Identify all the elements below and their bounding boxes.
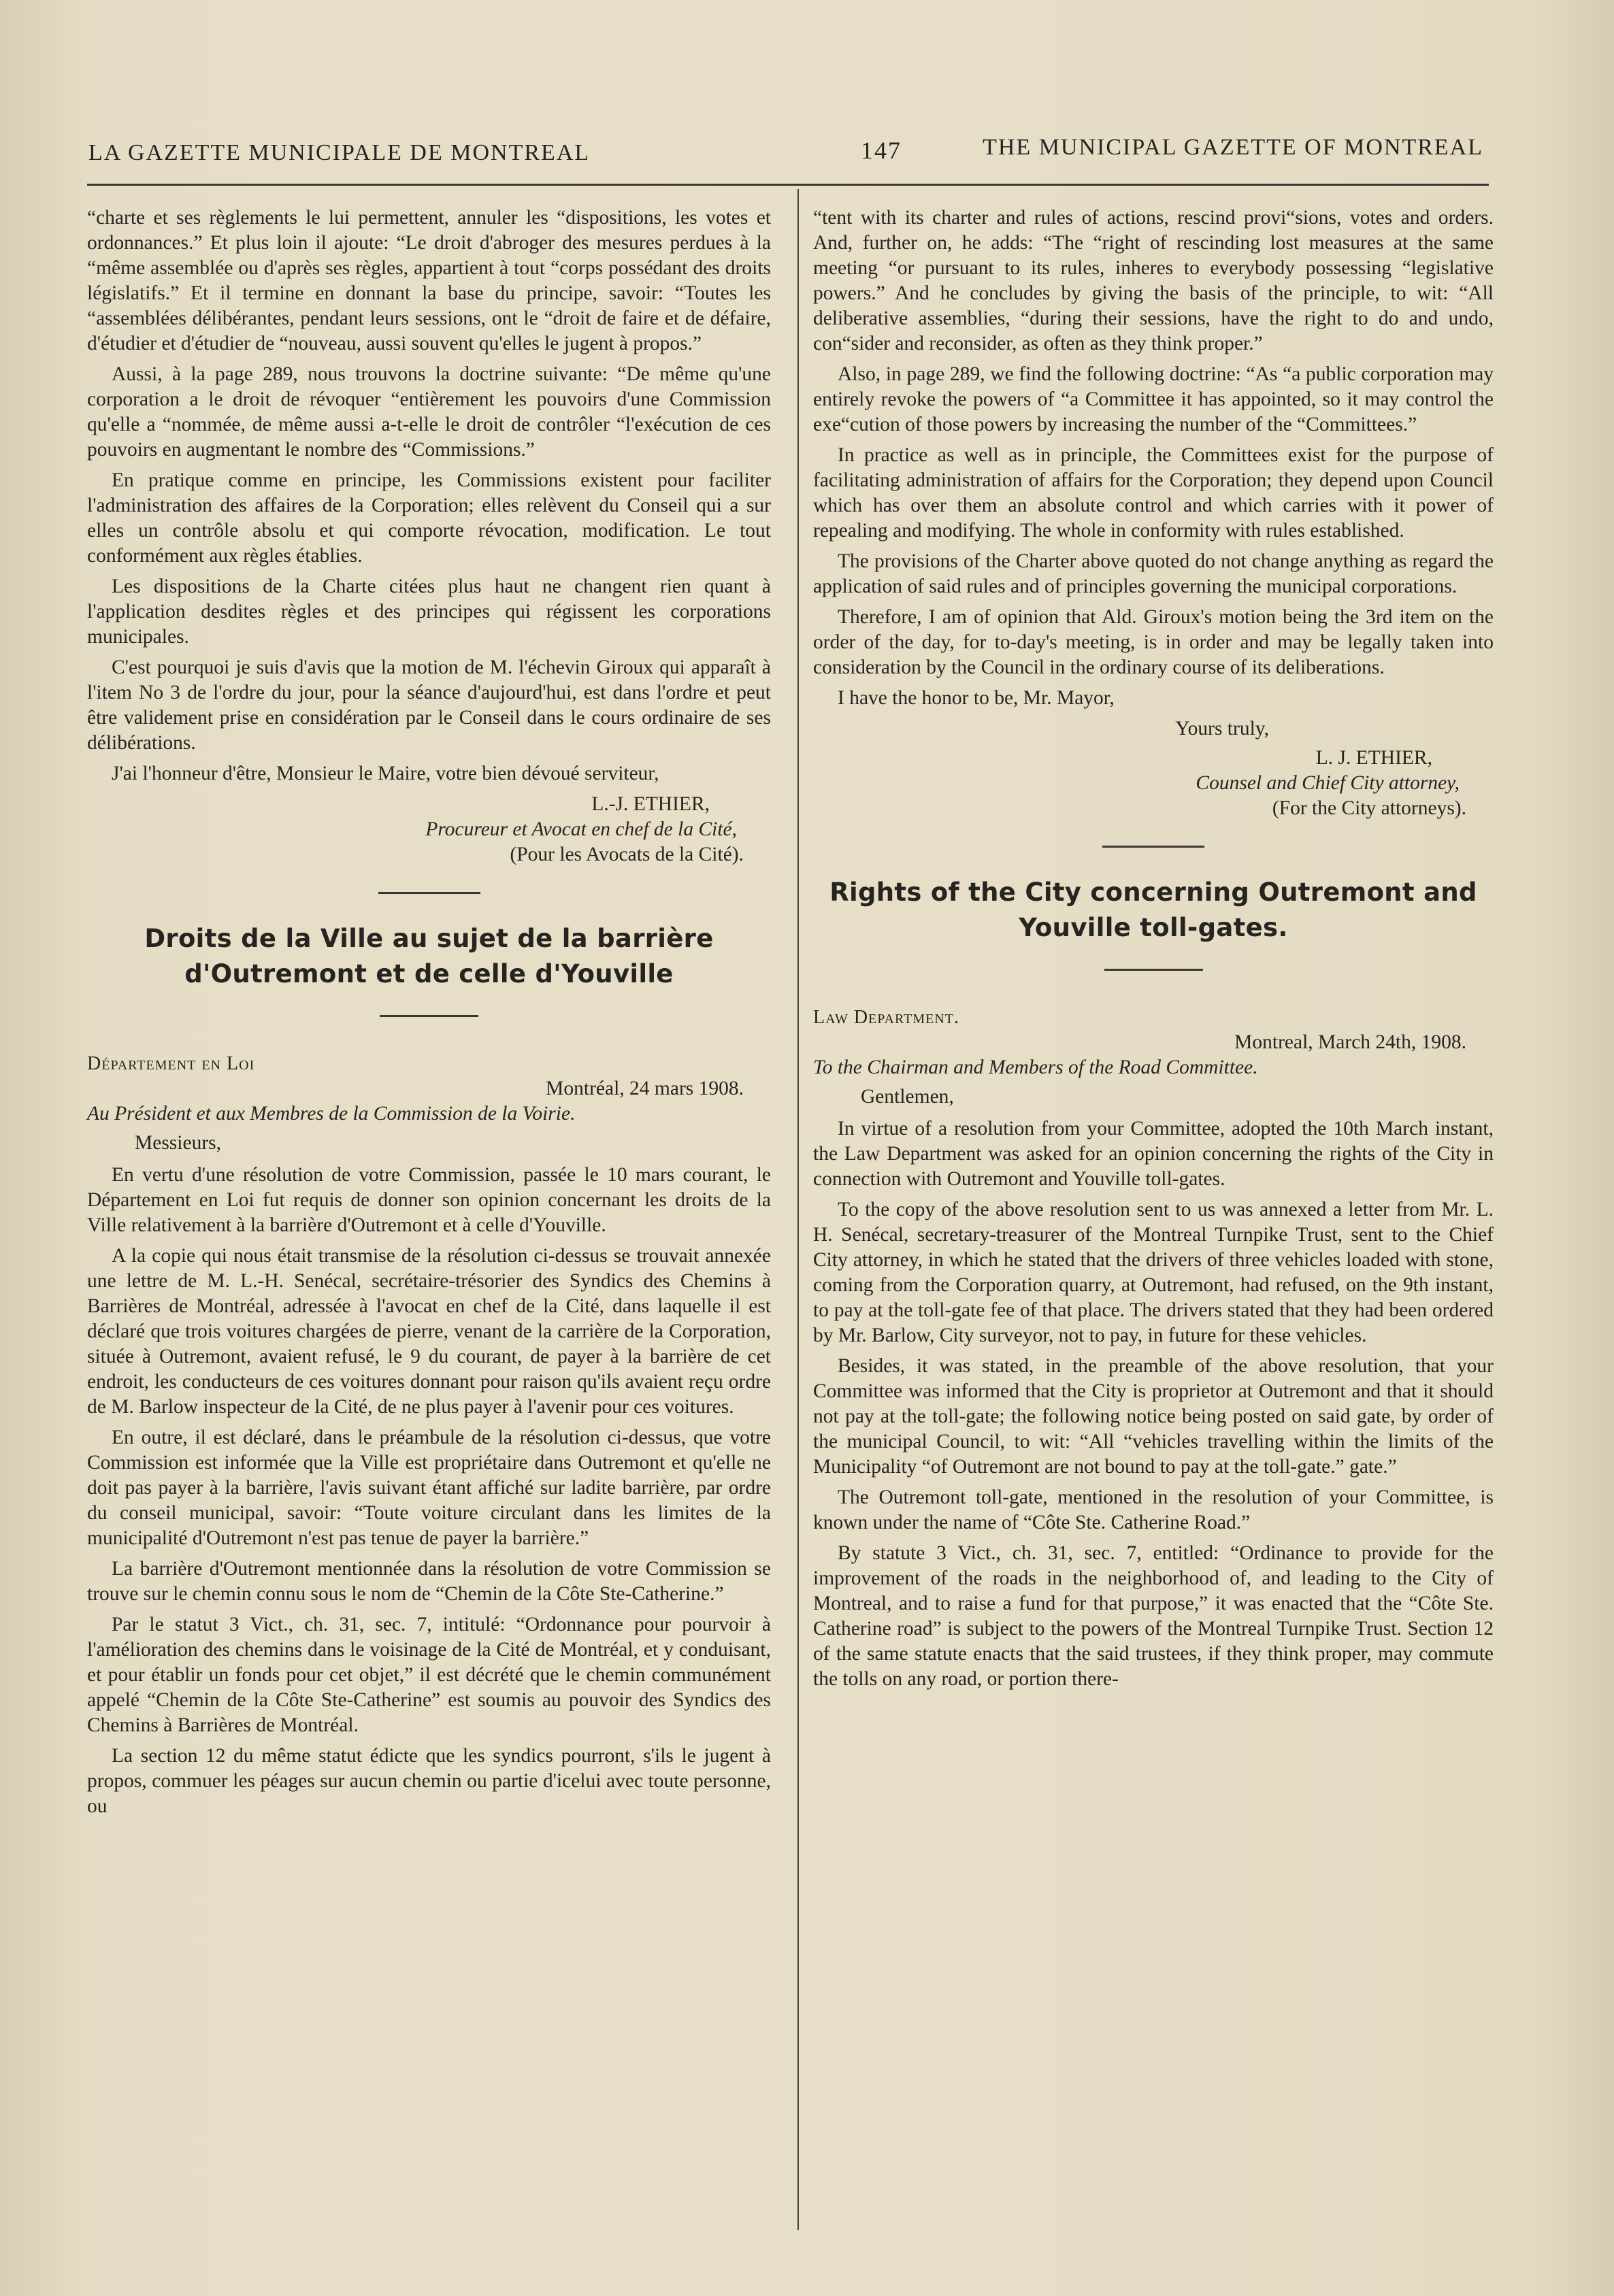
signature-name: L. J. ETHIER, [1315,747,1432,769]
paragraph: I have the honor to be, Mr. Mayor, [838,687,1115,709]
paragraph: Par le statut 3 Vict., ch. 31, sec. 7, intitulé: “Ordonnance pour pourvoir à l'amélioration des chemins dans le voisinage de la Cité de Montréal, et y conduisant, et pour établir un fonds pour cet objet,” il est décrété que le chemin communément appelé “Chemin de la Côte Ste-Catherine” est soumis au pouvoir des Syndics des Chemins à Barrières de Montréal. [87,1614,771,1736]
addressee: To the Chairman and Members of the Road Committee. [813,1057,1258,1078]
page-number: 147 [861,137,902,164]
running-header [88,129,1483,170]
paragraph: “tent with its charter and rules of actions, rescind provi“sions, votes and orders. And, further on, he adds: “The “right of rescinding lost measures at the same meeting “or pursuant to its rules, inheres to everybody possessing “legislative powers.” And he concludes by giving the basis of the principle, to wit: “All deliberative assemblies, “during their sessions, have the right to do and undo, con“sider and reconsider, as often as they think proper.” [813,207,1494,354]
paragraph: J'ai l'honneur d'être, Monsieur le Maire, votre bien dévoué serviteur, [112,763,659,784]
paragraph: En vertu d'une résolution de votre Commission, passée le 10 mars courant, le Département en Loi fut requis de donner son opinion concernant les droits de la Ville relativement à la barrière d'Outremont et à celle d'Youville. [87,1164,771,1236]
headline-rule [380,1015,478,1017]
signature-subtitle: (For the City attorneys). [1272,797,1466,819]
section-rule [378,892,480,894]
greeting: Gentlemen, [861,1086,954,1108]
signature-subtitle: (Pour les Avocats de la Cité). [510,844,744,865]
addressee: Au Président et aux Membres de la Commission de la Voirie. [87,1103,576,1125]
english-column [813,205,1494,1697]
article-headline: Droits de la Ville au sujet de la barrière d'Outremont et de celle d'Youville [144,924,714,988]
dateline: Montréal, 24 mars 1908. [546,1078,744,1099]
paragraph: Aussi, à la page 289, nous trouvons la doctrine suivante: “De même qu'une corporation a le droit de révoquer “entièrement les pouvoirs d'une Commission qu'elle a “nommée, de même aussi a-t-elle le droit de contrôler “l'exécution de ces pouvoirs en augmentant le nombre des “Commissions.” [87,363,771,461]
signature-name: L.-J. ETHIER, [591,793,710,815]
paragraph: By statute 3 Vict., ch. 31, sec. 7, entitled: “Ordinance to provide for the improvement of the roads in the neighborhood of, and leading to the City of Montreal, and to raise a fund for that purpose,” it was enacted that the “Côte Ste. Catherine road” is subject to the powers of the Montreal Turnpike Trust. Section 12 of the same statute enacts that the said trustees, if they think proper, may commute the tolls on any road, or portion there- [813,1542,1494,1690]
article-headline: Rights of the City concerning Outremont and Youville toll-gates. [829,878,1477,942]
header-french-title: LA GAZETTE MUNICIPALE DE MONTREAL [88,140,591,165]
paragraph: In practice as well as in principle, the Committees exist for the purpose of facilitating administration of affairs for the Corporation; they depend upon Council which has over them an absolute control and which carries with it power of repealing and modifying. The whole in conformity with rules established. [813,444,1494,542]
headline-rule [1104,969,1203,971]
paragraph: C'est pourquoi je suis d'avis que la motion de M. l'échevin Giroux qui apparaît à l'item No 3 de l'ordre du jour, pour la séance d'aujourd'hui, est dans l'ordre et peut être validement prise en considération par le Conseil dans le cours ordinaire de ses délibérations. [87,656,771,754]
signature-title: Procureur et Avocat en chef de la Cité, [425,818,737,840]
paragraph: The provisions of the Charter above quoted do not change anything as regard the application of said rules and of principles governing the municipal corporations. [813,550,1494,597]
dateline: Montreal, March 24th, 1908. [1234,1031,1466,1053]
paragraph: A la copie qui nous était transmise de la résolution ci-dessus se trouvait annexée une lettre de M. L.-H. Senécal, secrétaire-trésorier des Syndics des Chemins à Barrières de Montréal, adressée à l'avocat en chef de la Cité, dans laquelle il est déclaré que trois voitures chargées de pierre, venant de la carrière de la Corporation, située à Outremont, avaient refusé, le 9 du courant, de payer à la barrière de cet endroit, les conducteurs de ces voitures donnant pour raison qu'ils avaient reçu ordre de M. Barlow inspecteur de la Cité, de ne plus payer à l'avenir pour ces voitures. [87,1245,771,1418]
closing: Yours truly, [1175,718,1269,739]
paragraph: La section 12 du même statut édicte que les syndics pourront, s'ils le jugent à propos, commuer les péages sur aucun chemin ou partie d'icelui avec toute personne, ou [87,1745,771,1817]
paragraph: En pratique comme en principe, les Commissions existent pour faciliter l'administration des affaires de la Corporation; elles relèvent du Conseil qui a sur elles un contrôle absolu et qui comporte révocation, modification. Le tout conformément aux règles établies. [87,469,771,567]
greeting: Messieurs, [135,1132,222,1154]
french-column [87,205,771,1825]
paragraph: Les dispositions de la Charte citées plus haut ne changent rien quant à l'application desdites règles et des principes qui régissent les corporations municipales. [87,576,771,648]
paragraph: Therefore, I am of opinion that Ald. Giroux's motion being the 3rd item on the order of the day, for to-day's meeting, is in order and may be legally taken into consideration by the Council in the ordinary course of its deliberations. [813,606,1494,678]
section-rule [1102,846,1204,848]
signature-title: Counsel and Chief City attorney, [1196,772,1460,794]
paragraph: In virtue of a resolution from your Committee, adopted the 10th March instant, the Law Department was asked for an opinion concerning the rights of the City in connection with Outremont and Youville toll-gates. [813,1118,1494,1190]
header-english-title: THE MUNICIPAL GAZETTE OF MONTREAL [983,135,1483,160]
paragraph: Besides, it was stated, in the preamble of the above resolution, that your Committee was informed that the City is proprietor at Outremont and that it should not pay at the toll-gate; the following notice being posted on said gate, by order of the municipal Council, to wit: “All “vehicles travelling within the limits of the Municipality “of Outremont are not bound to pay at the toll-gate.” gate.” [813,1355,1494,1478]
department-line: Département en Loi [87,1053,255,1074]
paragraph: En outre, il est déclaré, dans le préambule de la résolution ci-dessus, que votre Commission est informée que la Ville est propriétaire dans Outremont et qu'elle ne doit pas payer à la barrière, l'avis suivant étant affiché sur ladite barrière, par ordre du conseil municipal, savoir: “Toute voiture circulant dans les limites de la municipalité d'Outremont n'est pas tenue de payer la barrière.” [87,1427,771,1549]
paragraph: La barrière d'Outremont mentionnée dans la résolution de votre Commission se trouve sur le chemin connu sous le nom de “Chemin de la Côte Ste-Catherine.” [87,1558,771,1605]
department-line: Law Department. [813,1007,960,1028]
column-divider [797,189,799,2230]
paragraph: The Outremont toll-gate, mentioned in the resolution of your Committee, is known under the name of “Côte Ste. Catherine Road.” [813,1486,1494,1533]
paragraph: Also, in page 289, we find the following doctrine: “As “a public corporation may entirely revoke the powers of “a Committee it has appointed, so it may control the exe“cution of those powers by increasing the number of the “Committees.” [813,363,1494,435]
paragraph: “charte et ses règlements le lui permettent, annuler les “dispositions, les votes et ordonnances.” Et plus loin il ajoute: “Le droit d'abroger des mesures perdues à la “même assemblée ou d'après ses règles, appartient à tout “corps possédant des droits législatifs.” Et il termine en donnant la base du principe, savoir: “Toutes les “assemblées délibérantes, pendant leurs sessions, ont le “droit de faire et de défaire, d'étudier et d'étudier de “nouveau, aussi souvent qu'elles le jugent à propos.” [87,207,771,354]
paragraph: To the copy of the above resolution sent to us was annexed a letter from Mr. L. H. Senécal, secretary-treasurer of the Montreal Turnpike Trust, sent to the Chief City attorney, in which he stated that the drivers of three vehicles loaded with stone, coming from the Corporation quarry, at Outremont, had refused, on the 9th instant, to pay at the toll-gate fee of that place. The drivers stated that they had been ordered by Mr. Barlow, City surveyor, not to pay, in future for these vehicles. [813,1199,1494,1346]
header-rule [87,184,1489,186]
